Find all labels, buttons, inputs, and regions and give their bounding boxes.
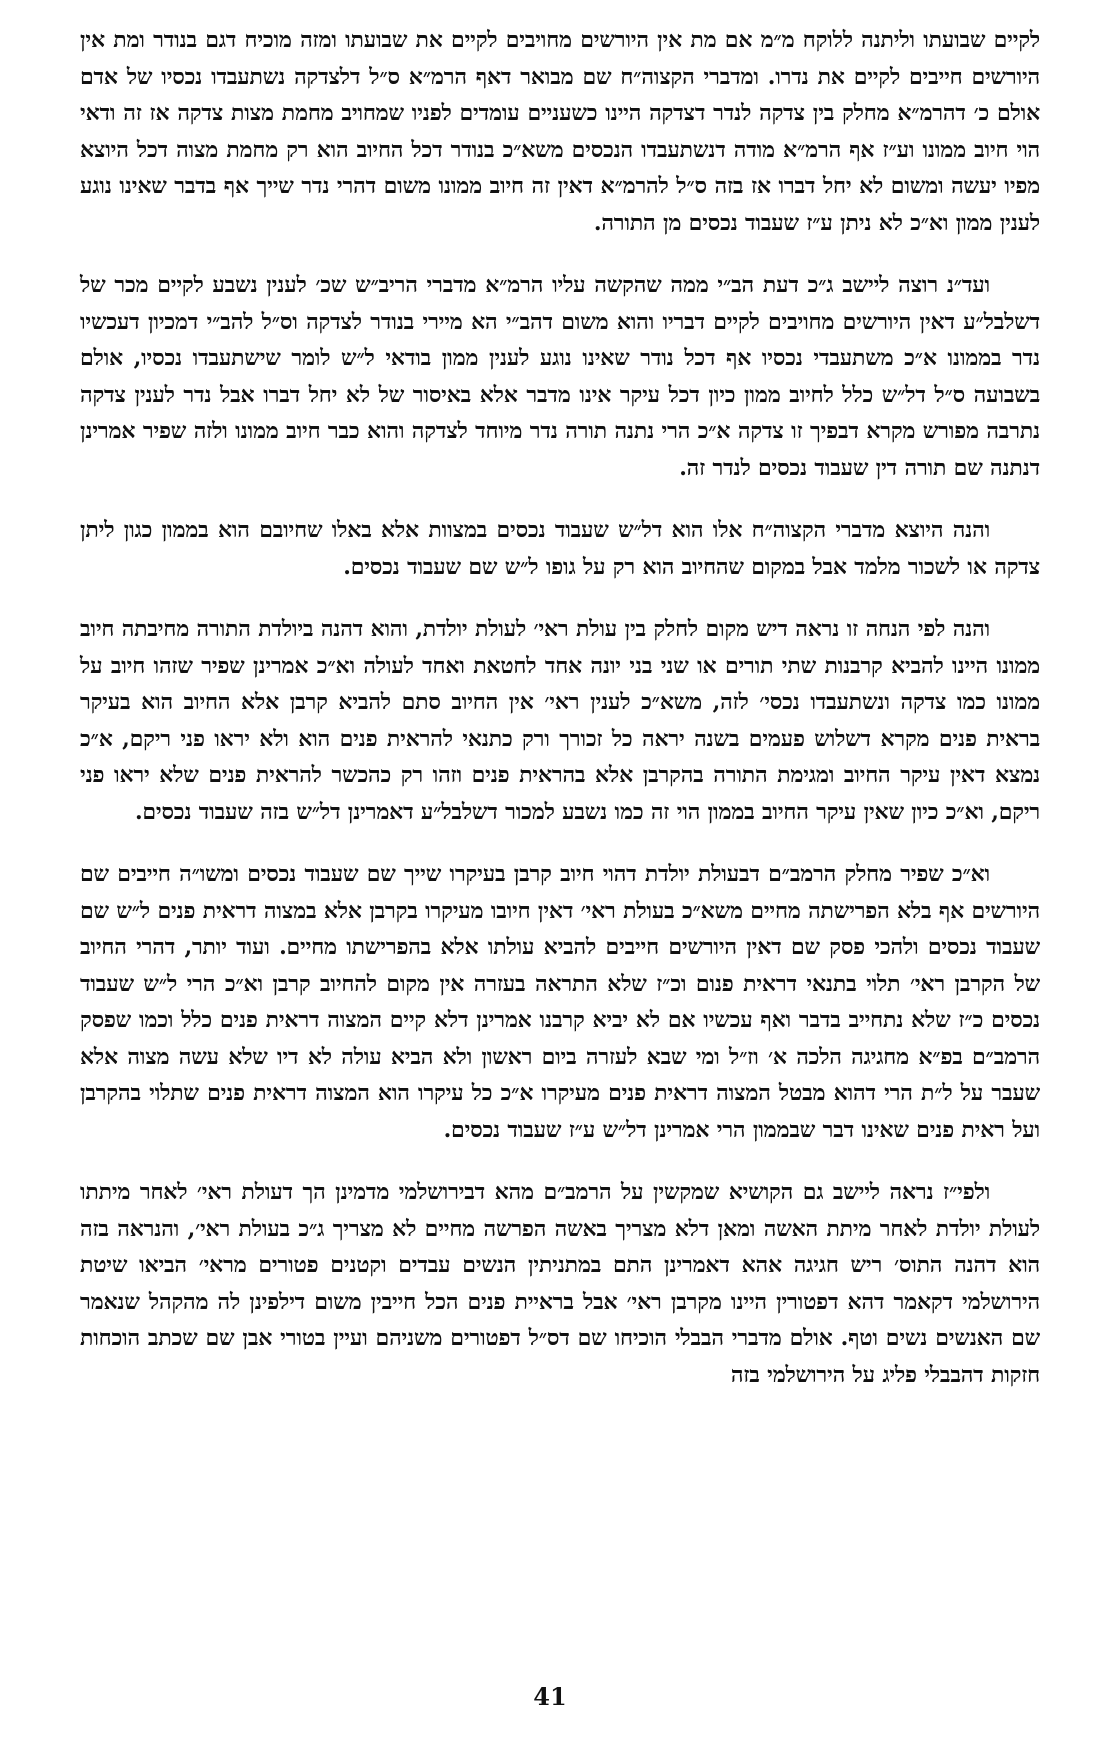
page-number: 41 bbox=[533, 1682, 567, 1711]
document-page bbox=[80, 22, 1040, 1722]
paragraph-2: ועד״נ רוצה ליישב ג״כ דעת הב״י ממה שהקשה עליו הרמ״א מדברי הריב״ש שכ׳ לענין נשבע לקיים מכר של דשלבל״ע דאין היורשים מחויבים לקיים דבריו והוא משום דהב״י הא מיירי בנודר לצדקה וס״ל להב״י דמכיון דעכשיו נדר בממונו א״כ משתעבדי נכסיו אף דכל נודר שאינו נוגע לענין ממון בודאי ל״ש לומר שישתעבדו נכסיו, אולם בשבועה ס״ל דל״ש כלל לחיוב ממון כיון דכל עיקר אינו מדבר אלא באיסור של לא יחל דברו אבל נדר לענין צדקה נתרבה מפורש מקרא דבפיך זו צדקה א״כ הרי נתנה תורה נדר מיוחד לצדקה והוא כבר חיוב ממונו ולזה שפיר אמרינן דנתנה שם תורה דין שעבוד נכסים לנדר זה. bbox=[80, 272, 1041, 481]
paragraph-5: וא״כ שפיר מחלק הרמב״ם דבעולת יולדת דהוי חיוב קרבן בעיקרו שייך שם שעבוד נכסים ומשו״ה חייבים שם היורשים אף בלא הפרישתה מחיים משא״כ בעולת ראי׳ דאין חיובו מעיקרו בקרבן אלא במצוה דראית פנים ל״ש שם שעבוד נכסים ולהכי פסק שם דאין היורשים חייבים להביא עולתו אלא בהפרישתו מחיים. ועוד יותר, דהרי החיוב של הקרבן ראי׳ תלוי בתנאי דראית פנום וכ״ז שלא התראה בעזרה אין מקום להחיוב קרבן וא״כ הרי ל״ש שעבוד נכסים כ״ז שלא נתחייב בדבר ואף עכשיו אם לא יביא קרבנו אמרינן דלא קיים המצוה דראית פנים כלל וכמו שפסק הרמב״ם בפ״א מחגיגה הלכה א׳ וז״ל ומי שבא לעזרה ביום ראשון ולא הביא עולה לא דיו שלא עשה מצוה אלא שעבר על ל״ת הרי דהוא מבטל המצוה דראית פנים מעיקרו א״כ כל עיקרו הוא המצוה דראית פנים שתלוי בהקרבן ועל ראית פנים שאינו דבר שבממון הרי אמרינן דל״ש ע״ז שעבוד נכסים. bbox=[80, 861, 1040, 1143]
paragraph-4: והנה לפי הנחה זו נראה דיש מקום לחלק בין עולת ראי׳ לעולת יולדת, והוא דהנה ביולדת התורה מחיבתה חיוב ממונו היינו להביא קרבנות שתי תורים או שני בני יונה אחד לחטאת ואחד לעולה וא״כ אמרינן שפיר שזהו חיוב על ממונו כמו צדקה ונשתעבדו נכסי׳ לזה, משא״כ לענין ראי׳ אין החיוב סתם להביא קרבן אלא החיוב הוא בעיקר בראית פנים מקרא דשלוש פעמים בשנה יראה כל זכורך ורק כתנאי להראית פנים הוא ולא יראו פני ריקם, א״כ נמצא דאין עיקר החיוב ומגימת התורה בהקרבן אלא בהראית פנים וזהו רק כהכשר להראית פנים שלא יראו פני ריקם, וא״כ כיון שאין עיקר החיוב בממון הוי זה כמו נשבע למכור דשלבל״ע דאמרינן דל״ש בזה שעבוד נכסים. bbox=[80, 616, 1040, 825]
paragraph-1: לקיים שבועתו וליתנה ללוקח מ״מ אם מת אין היורשים מחויבים לקיים את שבועתו ומזה מוכיח דגם בנודר ומת אין היורשים חייבים לקיים את נדרו. ומדברי הקצוה״ח שם מבואר דאף הרמ״א ס״ל דלצדקה נשתעבדו נכסיו של אדם אולם כ׳ דהרמ״א מחלק בין צדקה לנדר דצדקה היינו כשעניים עומדים לפניו שמחויב מחמת מצות צדקה אז זה ודאי הוי חיוב ממונו וע״ז אף הרמ״א מודה דנשתעבדו הנכסים משא״כ בנודר דכל החיוב הוא רק מחמת מצוה דכל היוצא מפיו יעשה ומשום לא יחל דברו אז בזה ס״ל להרמ״א דאין זה חיוב ממונו משום דהרי נדר שייך אף בדבר שאינו נוגע לענין ממון וא״כ לא ניתן ע״ז שעבוד נכסים מן התורה. bbox=[80, 27, 1040, 236]
paragraph-6: ולפי״ז נראה ליישב גם הקושיא שמקשין על הרמב״ם מהא דבירושלמי מדמינן הך דעולת ראי׳ לאחר מיתתו לעולת יולדת לאחר מיתת האשה ומאן דלא מצריך באשה הפרשה מחיים לא מצריך ג״כ בעולת ראי׳, והנראה בזה הוא דהנה התוס׳ ריש חגיגה אהא דאמרינן התם במתניתין הנשים עבדים וקטנים פטורים מראי׳ הביאו שיטת הירושלמי דקאמר דהא דפטורין היינו מקרבן ראי׳ אבל בראיית פנים הכל חייבין משום דילפינן לה מהקהל שנאמר שם האנשים נשים וטף. אולם מדברי הבבלי הוכיחו שם דס״ל דפטורים משניהם ועיין בטורי אבן שם שכתב הוכחות חזקות דהבבלי פליג על הירושלמי בזה bbox=[80, 1179, 1040, 1388]
paragraph-3: והנה היוצא מדברי הקצוה״ח אלו הוא דל״ש שעבוד נכסים במצוות אלא באלו שחיובם הוא בממון כגון ליתן צדקה או לשכור מלמד אבל במקום שהחיוב הוא רק על גופו ל״ש שם שעבוד נכסים. bbox=[80, 517, 1040, 580]
